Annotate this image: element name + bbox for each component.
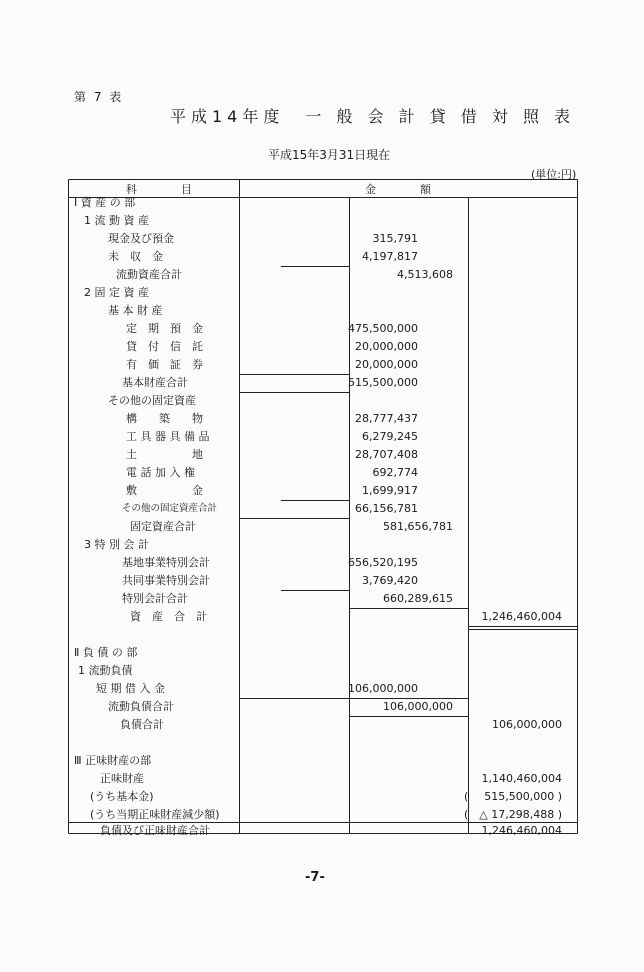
- amount-c2: 660,289,615: [383, 592, 453, 605]
- table-row: [68, 680, 578, 698]
- table-row: [68, 698, 578, 716]
- table-row: [68, 482, 578, 500]
- row-label: 未 収 金: [108, 250, 163, 263]
- row-label: 負債合計: [120, 718, 164, 731]
- table-row: [68, 822, 578, 840]
- table-row: [68, 644, 578, 662]
- row-label: 流動負債合計: [108, 700, 174, 713]
- table-number: 第 7 表: [74, 90, 124, 104]
- row-label: 1 流動負債: [78, 664, 133, 677]
- row-label: (うち当期正味財産減少額): [90, 808, 220, 821]
- amount-c2: 581,656,781: [383, 520, 453, 533]
- amount-c1: 475,500,000: [348, 322, 418, 335]
- row-label: 流動資産合計: [116, 268, 182, 281]
- row-label: 敷 金: [126, 484, 203, 497]
- row-label: 共同事業特別会計: [122, 574, 210, 587]
- row-label: 固定資産合計: [130, 520, 196, 533]
- table-row: [68, 626, 578, 644]
- row-label: 特別会計合計: [122, 592, 188, 605]
- table-row: [68, 392, 578, 410]
- amount-c1: 106,000,000: [348, 682, 418, 695]
- amount-c3: △ 17,298,488 ): [479, 808, 562, 821]
- row-label: 2 固 定 資 産: [84, 286, 149, 299]
- amount-c3: 515,500,000 ): [484, 790, 562, 803]
- amount-c1: 20,000,000: [355, 358, 418, 371]
- row-label: 電 話 加 入 権: [126, 466, 195, 479]
- row-label: 土 地: [126, 448, 203, 461]
- page-footer-number: -7-: [305, 870, 325, 885]
- amount-c1: 4,197,817: [362, 250, 418, 263]
- row-label: その他の固定資産合計: [122, 503, 218, 514]
- amount-c1: 692,774: [372, 466, 418, 479]
- row-label: 定 期 預 金: [126, 322, 203, 335]
- open-paren: (: [464, 808, 469, 821]
- as-of-date: 平成15年3月31日現在: [268, 148, 391, 162]
- row-label: 基本財産合計: [122, 376, 188, 389]
- table-row: [68, 320, 578, 338]
- table-row: [68, 770, 578, 788]
- table-row: [68, 662, 578, 680]
- row-label: 基 本 財 産: [108, 304, 163, 317]
- table-row: [68, 536, 578, 554]
- amount-c1: 28,707,408: [355, 448, 418, 461]
- amount-c1: 656,520,195: [348, 556, 418, 569]
- table-row: [68, 734, 578, 752]
- table-row: [68, 374, 578, 392]
- row-label: (うち基本金): [90, 790, 154, 803]
- table-row: [68, 608, 578, 626]
- row-label: 工 具 器 具 備 品: [126, 430, 210, 443]
- row-label: 有 価 証 券: [126, 358, 203, 371]
- amount-c1: 1,699,917: [362, 484, 418, 497]
- table-row: [68, 284, 578, 302]
- table-row: [68, 446, 578, 464]
- table-row: [68, 572, 578, 590]
- header-amount: 金 額: [365, 183, 431, 196]
- table-row: [68, 248, 578, 266]
- row-label: 1 流 動 資 産: [84, 214, 149, 227]
- table-row: [68, 590, 578, 608]
- row-label: 現金及び預金: [108, 232, 174, 245]
- row-label: 貸 付 信 託: [126, 340, 203, 353]
- unit-label: (単位:円): [531, 168, 577, 181]
- open-paren: (: [464, 790, 469, 803]
- row-label: 3 特 別 会 計: [84, 538, 149, 551]
- amount-c1: 3,769,420: [362, 574, 418, 587]
- amount-c3: 106,000,000: [492, 718, 562, 731]
- table-row: [68, 500, 578, 518]
- table-row: [68, 518, 578, 536]
- table-row: [68, 230, 578, 248]
- table-row: [68, 410, 578, 428]
- amount-c1: 6,279,245: [362, 430, 418, 443]
- table-row: [68, 302, 578, 320]
- page-title: 平成14年度 一 般 会 計 貸 借 対 照 表: [170, 107, 576, 126]
- amount-c1: 315,791: [372, 232, 418, 245]
- row-label: 正味財産: [100, 772, 144, 785]
- amount-c3: 1,246,460,004: [481, 824, 562, 837]
- table-row: [68, 554, 578, 572]
- table-row: [68, 788, 578, 806]
- row-label: その他の固定資産: [108, 394, 196, 407]
- table-row: [68, 428, 578, 446]
- row-label: 基地事業特別会計: [122, 556, 210, 569]
- table-row: [68, 716, 578, 734]
- row-label: 構 築 物: [126, 412, 203, 425]
- table-row: [68, 194, 578, 212]
- amount-c1: 515,500,000: [348, 376, 418, 389]
- amount-c1: 66,156,781: [355, 502, 418, 515]
- table-row: [68, 752, 578, 770]
- amount-c3: 1,246,460,004: [481, 610, 562, 623]
- table-row: [68, 464, 578, 482]
- row-label: 負債及び正味財産合計: [100, 824, 210, 837]
- table-row: [68, 338, 578, 356]
- table-row: [68, 212, 578, 230]
- row-label: 短 期 借 入 金: [96, 682, 165, 695]
- row-label: 資 産 合 計: [130, 610, 207, 623]
- amount-c1: 28,777,437: [355, 412, 418, 425]
- amount-c1: 20,000,000: [355, 340, 418, 353]
- row-label: Ⅲ 正味財産の部: [74, 754, 152, 767]
- balance-sheet-table: [68, 179, 578, 837]
- amount-c2: 4,513,608: [397, 268, 453, 281]
- table-row: [68, 356, 578, 374]
- table-row: [68, 266, 578, 284]
- row-label: Ⅱ 負 債 の 部: [74, 646, 138, 659]
- amount-c3: 1,140,460,004: [481, 772, 562, 785]
- header-subject: 科 目: [126, 183, 192, 196]
- amount-c2: 106,000,000: [383, 700, 453, 713]
- row-label: Ⅰ 資 産 の 部: [74, 196, 136, 209]
